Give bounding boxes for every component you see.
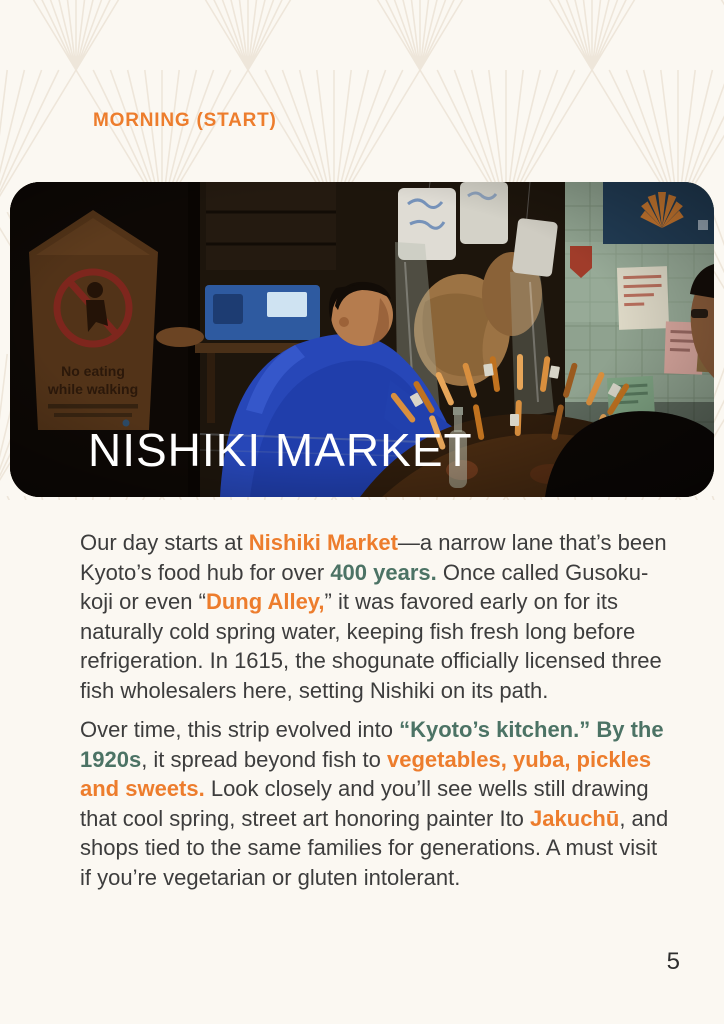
hero-title: NISHIKI MARKET <box>88 424 473 476</box>
hero-photo <box>10 182 714 497</box>
text-segment-normal: , it spread beyond fish to <box>141 746 388 772</box>
text-segment-orange: Dung Alley, <box>205 589 325 614</box>
text-segment-orange: Nishiki Market <box>248 530 398 555</box>
paragraph-2 <box>80 715 672 892</box>
paragraph-1 <box>80 528 672 705</box>
text-segment-normal: , and shops tied to the same families for generations. A must visit if you’re vegetarian or gluten intolerant. <box>80 805 669 890</box>
text-segment-normal: Look closely and you’ll see wells still drawing that cool spring, street art honoring painter Ito <box>80 776 649 831</box>
text-segment-normal: Our day starts at <box>80 530 249 555</box>
text-segment-orange: Jakuchū <box>530 805 620 831</box>
text-segment-teal: “Kyoto’s kitchen.” By the 1920s <box>80 717 664 772</box>
text-segment-normal: Once called Gusoku-koji or even “ <box>80 559 649 614</box>
text-segment-normal: Over time, this strip evolved into <box>80 717 400 742</box>
text-segment-normal: —a narrow lane that’s been Kyoto’s food hub for over <box>80 530 667 585</box>
text-segment-teal: 400 years. <box>330 559 437 585</box>
text-segment-normal: ” it was favored early on for its naturally cold spring water, keeping fish fresh long before refrigeration. In 1615, the shogunate officially licensed three fish wholesalers here, setting Nishiki on its path. <box>80 589 662 703</box>
section-label: MORNING (START) <box>93 110 277 131</box>
page-number: 5 <box>666 948 680 975</box>
text-segment-orange: vegetables, yuba, pickles and sweets. <box>80 746 652 801</box>
body-text <box>80 528 672 892</box>
